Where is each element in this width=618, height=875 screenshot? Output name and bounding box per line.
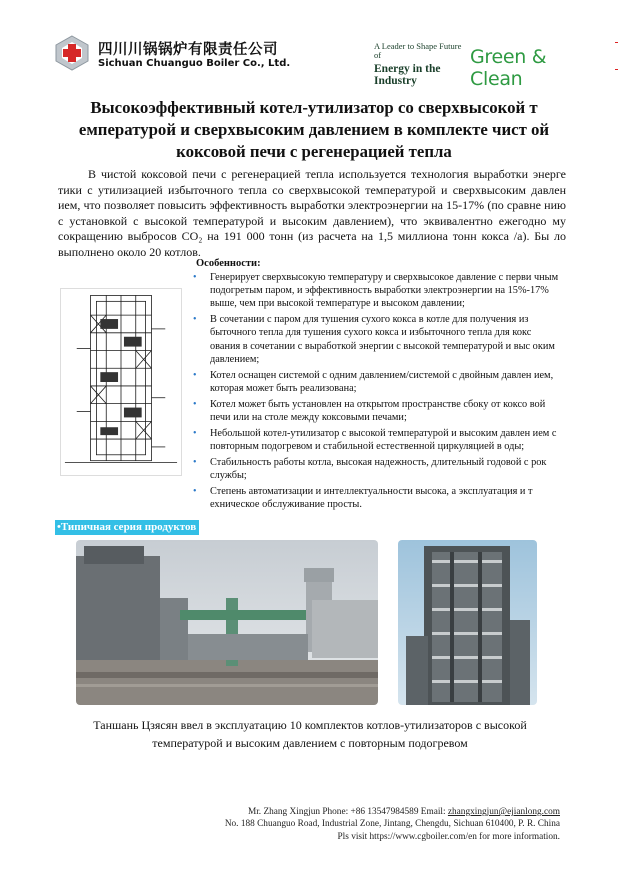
feature-item bbox=[192, 313, 560, 366]
feature-item bbox=[192, 398, 560, 424]
feature-text: Степень автоматизации и интеллектуальности высока, а эксплуатация и т ехническое обслуживание просты. bbox=[210, 485, 533, 510]
features-list bbox=[192, 271, 560, 514]
bullet-icon: • bbox=[193, 427, 197, 439]
intro-paragraph bbox=[58, 167, 566, 260]
feature-text: Котел оснащен системой с одним давлением/системой с двойным давлен ием, которая может быть реализована; bbox=[210, 369, 554, 394]
intro-text: В чистой коксовой печи с регенерацией тепла используется технология выработки энерге тики с утилизацией избыточного тепла со сверхвысокой температурой и сверхвысоким давлен ием, что позволяет повысить эффективность выработки электроэнергии на 15-17% (по сравне нию с установкой с высокой температурой и высоким давлением), что эквивалентно ежегодно му сокращению выбросов CO₂ на 191 000 тонн (из расчета на 1,5 миллиона тонн кокса /а). Бы ло выполнено около 20 котлов. bbox=[58, 167, 566, 259]
slogan bbox=[374, 42, 464, 88]
feature-text: Генерирует сверхвысокую температуру и сверхвысокое давление с перви чным подогретым паром, и эффективность выработки электроэнергии на 15%-17% выше, чем при высокой температуре и высоком давлении; bbox=[210, 272, 559, 310]
bullet-icon: • bbox=[193, 369, 197, 381]
series-heading: •Типичная серия продуктов bbox=[55, 520, 199, 535]
boiler-technical-drawing bbox=[60, 288, 182, 476]
bullet-icon: • bbox=[193, 398, 197, 410]
feature-text: Котел может быть установлен на открытом пространстве сбоку от коксо вой печи или на столе между коксовыми печами; bbox=[210, 398, 546, 423]
company-logo-icon bbox=[52, 34, 92, 72]
feature-item bbox=[192, 369, 560, 395]
features-heading: Особенности: bbox=[196, 258, 261, 269]
page-title: Высокоэффективный котел-утилизатор со сверхвысокой т емпературой и сверхвысоким давлением в комплекте чист ой коксовой печи с регенерацией тепла bbox=[78, 98, 550, 161]
website-line: Pls visit https://www.cgboiler.com/en for more information. bbox=[337, 831, 560, 842]
plant-overview-photo bbox=[76, 540, 378, 705]
bullet-icon: • bbox=[193, 272, 197, 283]
contact-line bbox=[140, 806, 560, 818]
contact-text: Mr. Zhang Xingjun Phone: +86 13547984589 Email: bbox=[247, 807, 448, 817]
feature-text: Небольшой котел-утилизатор с высокой температурой и высоким давлен ием с повторным подогревом и стабильной естественной циркуляцией в оды; bbox=[210, 427, 557, 452]
email-link[interactable]: zhangxingjun@ejianlong.com bbox=[447, 807, 560, 817]
boiler-tower-photo bbox=[398, 540, 537, 705]
tagline: Green & Clean bbox=[470, 46, 547, 90]
feature-text: В сочетании с паром для тушения сухого кокса в котле для получения из быточного тепла для тушения сухого кокса и избыточного тепла для кокс ования в сочетании с выработкой энергии с высокой температурой и выс оким давлением; bbox=[210, 314, 555, 365]
company-name-cn: 四川川锅锅炉有限责任公司 bbox=[98, 42, 278, 58]
feature-item bbox=[192, 427, 560, 453]
bullet-icon: • bbox=[193, 314, 197, 326]
feature-text: Стабильность работы котла, высокая надежность, длительный годовой с рок службы; bbox=[210, 456, 547, 481]
slogan-line-1: A Leader to Shape Future of bbox=[374, 41, 462, 61]
slogan-line-2: Energy in the Industry bbox=[374, 62, 441, 88]
page-header bbox=[52, 34, 574, 94]
bullet-icon: • bbox=[193, 485, 197, 497]
bullet-icon: • bbox=[193, 456, 197, 468]
feature-item bbox=[192, 271, 560, 311]
address-line: No. 188 Chuanguo Road, Industrial Zone, Jintang, Chengdu, Sichuan 610400, P. R. China bbox=[224, 819, 560, 830]
feature-item bbox=[192, 456, 560, 482]
feature-item bbox=[192, 485, 560, 511]
page-footer bbox=[140, 806, 560, 843]
photo-caption: Таншань Цзясян ввел в эксплуатацию 10 комплектов котлов-утилизаторов с высокой температурой и высоким давлением с повторным подогревом bbox=[93, 718, 527, 750]
company-name-en: Sichuan Chuanguo Boiler Co., Ltd. bbox=[98, 58, 291, 69]
